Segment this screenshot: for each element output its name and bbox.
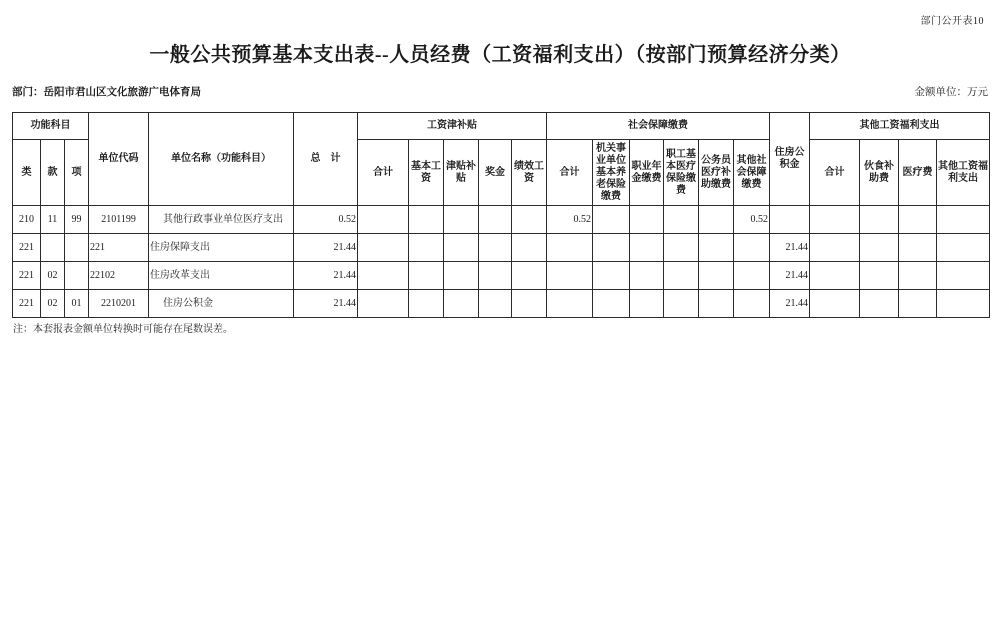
cell-salary-base <box>409 234 444 262</box>
table-row <box>13 290 990 318</box>
cell-salary-total <box>358 262 409 290</box>
cell-other-meal <box>860 206 899 234</box>
cell-salary-performance <box>512 234 547 262</box>
header-social-group: 社会保障缴费 <box>547 113 770 140</box>
cell-unit-name: 住房公积金 <box>149 290 294 318</box>
cell-other-meal <box>860 290 899 318</box>
cell-other-medical <box>899 206 937 234</box>
cell-other-other <box>937 234 990 262</box>
header-housing-fund: 住房公积金 <box>770 113 810 206</box>
table-row <box>13 234 990 262</box>
header-section: 款 <box>41 140 65 206</box>
cell-salary-performance <box>512 206 547 234</box>
cell-other-other <box>937 290 990 318</box>
cell-other-other <box>937 262 990 290</box>
header-other-other: 其他工资福利支出 <box>937 140 990 206</box>
cell-section: 02 <box>41 290 65 318</box>
cell-salary-total <box>358 206 409 234</box>
page-title: 一般公共预算基本支出表--人员经费（工资福利支出）（按部门预算经济分类） <box>149 44 851 66</box>
cell-salary-bonus <box>479 290 512 318</box>
cell-other-medical <box>899 234 937 262</box>
cell-item: 99 <box>65 206 89 234</box>
header-salary-performance: 绩效工资 <box>512 140 547 206</box>
cell-salary-bonus <box>479 262 512 290</box>
header-social-annuity: 职业年金缴费 <box>630 140 664 206</box>
header-func-category: 功能科目 <box>13 113 89 140</box>
cell-grand-total: 0.52 <box>294 206 358 234</box>
cell-unit-name: 住房改革支出 <box>149 262 294 290</box>
cell-social-civil-medical <box>699 234 734 262</box>
department-label: 部门：岳阳市君山区文化旅游广电体育局 <box>12 87 201 98</box>
cell-social-annuity <box>630 290 664 318</box>
header-group-row <box>13 113 990 140</box>
cell-other-medical <box>899 262 937 290</box>
cell-other-meal <box>860 262 899 290</box>
header-salary-allowance: 津贴补贴 <box>444 140 479 206</box>
cell-item <box>65 234 89 262</box>
cell-social-pension <box>593 206 630 234</box>
cell-social-medical <box>664 262 699 290</box>
cell-class: 221 <box>13 290 41 318</box>
header-social-pension: 机关事业单位基本养老保险缴费 <box>593 140 630 206</box>
header-unit-code: 单位代码 <box>89 113 149 206</box>
header-class: 类 <box>13 140 41 206</box>
cell-grand-total: 21.44 <box>294 290 358 318</box>
cell-social-other <box>734 290 770 318</box>
budget-table <box>12 112 990 318</box>
cell-housing-fund: 21.44 <box>770 262 810 290</box>
cell-class: 210 <box>13 206 41 234</box>
header-other-total: 合计 <box>810 140 860 206</box>
header-social-medical: 职工基本医疗保险缴费 <box>664 140 699 206</box>
cell-section <box>41 234 65 262</box>
cell-salary-bonus <box>479 234 512 262</box>
cell-salary-performance <box>512 290 547 318</box>
cell-social-other <box>734 234 770 262</box>
cell-other-medical <box>899 290 937 318</box>
cell-social-civil-medical <box>699 206 734 234</box>
cell-salary-allowance <box>444 290 479 318</box>
cell-social-civil-medical <box>699 262 734 290</box>
cell-grand-total: 21.44 <box>294 262 358 290</box>
cell-unit-code: 22102 <box>89 262 149 290</box>
cell-social-annuity <box>630 262 664 290</box>
header-social-total: 合计 <box>547 140 593 206</box>
cell-social-total <box>547 262 593 290</box>
cell-unit-code: 2210201 <box>89 290 149 318</box>
cell-social-medical <box>664 290 699 318</box>
cell-item <box>65 262 89 290</box>
cell-housing-fund <box>770 206 810 234</box>
table-row <box>13 262 990 290</box>
cell-class: 221 <box>13 262 41 290</box>
header-social-civil-medical: 公务员医疗补助缴费 <box>699 140 734 206</box>
cell-other-total <box>810 262 860 290</box>
cell-other-total <box>810 234 860 262</box>
cell-social-pension <box>593 262 630 290</box>
cell-other-other <box>937 206 990 234</box>
cell-salary-bonus <box>479 206 512 234</box>
cell-other-meal <box>860 234 899 262</box>
cell-social-annuity <box>630 234 664 262</box>
header-unit-name: 单位名称（功能科目） <box>149 113 294 206</box>
cell-social-total <box>547 234 593 262</box>
cell-salary-total <box>358 290 409 318</box>
cell-salary-total <box>358 234 409 262</box>
cell-other-total <box>810 290 860 318</box>
cell-social-other <box>734 262 770 290</box>
sheet-number-label: 部门公开表10 <box>920 16 984 27</box>
header-other-meal: 伙食补助费 <box>860 140 899 206</box>
cell-social-civil-medical <box>699 290 734 318</box>
cell-other-total <box>810 206 860 234</box>
meta-row <box>12 84 988 99</box>
header-grand-total: 总 计 <box>294 113 358 206</box>
cell-housing-fund: 21.44 <box>770 234 810 262</box>
header-salary-base: 基本工资 <box>409 140 444 206</box>
header-item: 项 <box>65 140 89 206</box>
header-other-medical: 医疗费 <box>899 140 937 206</box>
cell-social-annuity <box>630 206 664 234</box>
cell-section: 11 <box>41 206 65 234</box>
cell-social-medical <box>664 234 699 262</box>
cell-salary-allowance <box>444 234 479 262</box>
amount-unit-label: 金额单位：万元 <box>914 87 988 98</box>
cell-social-pension <box>593 290 630 318</box>
table-row <box>13 206 990 234</box>
cell-unit-name: 其他行政事业单位医疗支出 <box>149 206 294 234</box>
cell-class: 221 <box>13 234 41 262</box>
cell-housing-fund: 21.44 <box>770 290 810 318</box>
cell-social-medical <box>664 206 699 234</box>
cell-salary-allowance <box>444 262 479 290</box>
header-salary-total: 合计 <box>358 140 409 206</box>
cell-salary-base <box>409 290 444 318</box>
header-other-group: 其他工资福利支出 <box>810 113 990 140</box>
cell-social-other: 0.52 <box>734 206 770 234</box>
cell-salary-base <box>409 262 444 290</box>
cell-social-pension <box>593 234 630 262</box>
header-salary-group: 工资津补贴 <box>358 113 547 140</box>
cell-grand-total: 21.44 <box>294 234 358 262</box>
cell-social-total <box>547 290 593 318</box>
cell-unit-name: 住房保障支出 <box>149 234 294 262</box>
cell-salary-allowance <box>444 206 479 234</box>
header-social-other: 其他社会保障缴费 <box>734 140 770 206</box>
cell-unit-code: 2101199 <box>89 206 149 234</box>
cell-unit-code: 221 <box>89 234 149 262</box>
cell-salary-performance <box>512 262 547 290</box>
cell-section: 02 <box>41 262 65 290</box>
cell-salary-base <box>409 206 444 234</box>
footnote: 注：本套报表金额单位转换时可能存在尾数误差。 <box>13 324 233 335</box>
cell-item: 01 <box>65 290 89 318</box>
header-salary-bonus: 奖金 <box>479 140 512 206</box>
cell-social-total: 0.52 <box>547 206 593 234</box>
